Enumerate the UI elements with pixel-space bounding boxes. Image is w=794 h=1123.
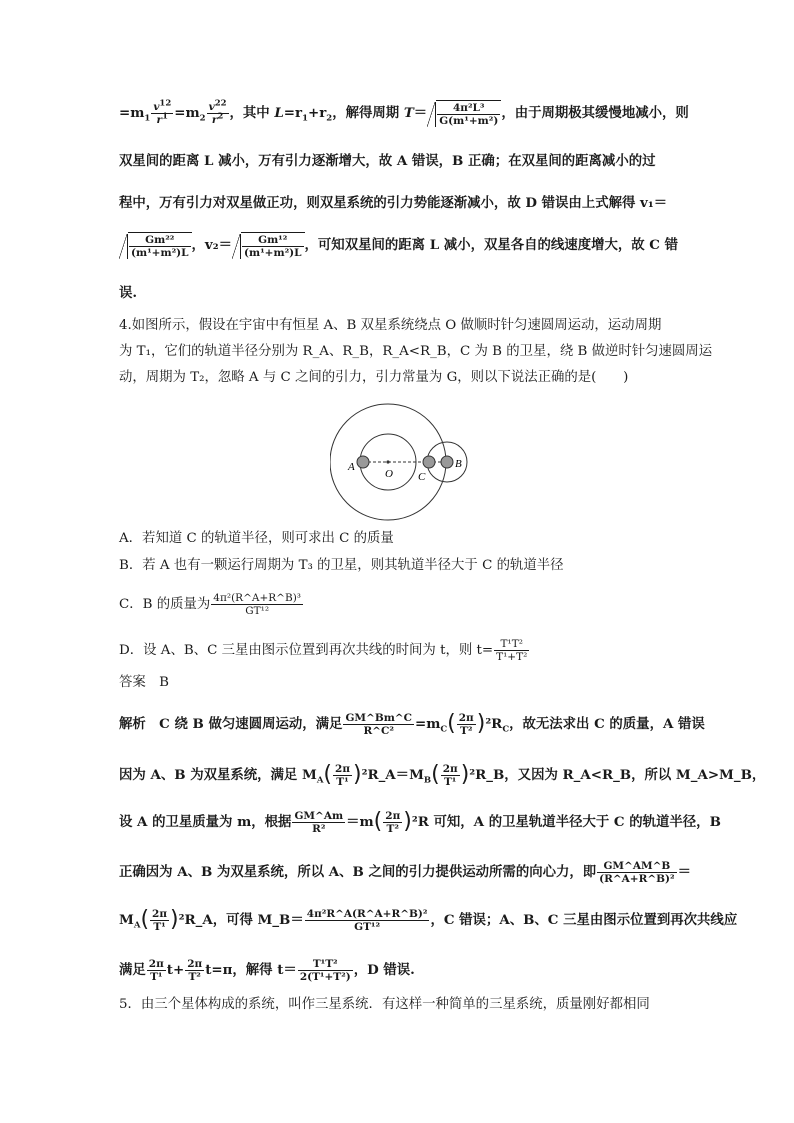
question-5-stem-1: 5．由三个星体构成的系统，叫作三星系统．有这样一种简单的三星系统，质量刚好都相同: [119, 997, 650, 1012]
question-4-stem-1: 4.如图所示，假设在宇宙中有恒星 A、B 双星系统绕点 O 做顺时针匀速圆周运动，运动周期: [119, 318, 662, 333]
option-d: D．设 A、B、C 三星由图示位置到再次共线的时间为 t，则 t= $\frac{\text{T¹T²}}{\text{T¹+T²}}$: [119, 638, 528, 663]
analysis-line-6: 满足 $\frac{2\pi}{\text{T¹}}$ t+ $\frac{2\pi}{\text{T²}}$ t=π，解得 t＝ $\frac{\text{T¹T²}}{\text{2(T¹+T²)}}$ ，D 错误.: [119, 958, 415, 983]
fraction: $\frac{v^{12}}{r^1}$: [153, 98, 172, 126]
star-a: [357, 456, 369, 468]
label-a: A: [348, 461, 355, 473]
option-c: C．B 的质量为 $\frac{\text{4π²(R\textasciicircum{}A+R\textasciicircum{}B)³}}{\text{GT¹²}}$: [119, 592, 301, 617]
satellite-c: [423, 456, 435, 468]
analysis-line-3: 设 A 的卫星质量为 m，根据 $\frac{GM\^{}Am}{\text{R²}}$ ＝m( $\frac{2\pi}{\text{T²}}$ )²R 可知，A 的卫星轨道半径大于 C 的轨道半径，B: [119, 809, 721, 835]
star-b: [441, 456, 453, 468]
sqrt-expression: $\frac{\text{Gm²²}}{\text{(m¹+m²)L}}$: [119, 232, 192, 259]
center-o: [386, 460, 389, 463]
sqrt-expression: $\frac{\text{4π²L³}}{\text{G(m¹+m²)}}$: [427, 100, 501, 127]
fraction: $\frac{\text{T¹T²}}{\text{T¹+T²}}$: [496, 638, 528, 663]
question-4-stem-2: 为 T₁，它们的轨道半径分别为 R_A、R_B，R_A<R_B，C 为 B 的卫星，绕 B 做逆时针匀速圆周运: [119, 344, 713, 359]
analysis-line-1: 解析 C 绕 B 做匀速圆周运动，满足 $\frac{GM\^{}Bm\^{}C}{\text{R\textasciicircum{}C²}}$ $=m_C$( $\frac{2\pi}{\text{T²}}$ )$^2R_C$，故无法求出 C 的质量，A 错误: [119, 711, 705, 737]
solution-line-5: 误.: [119, 285, 138, 301]
analysis-line-4: 正确因为 A、B 为双星系统，所以 A、B 之间的引力提供运动所需的向心力，即 $\frac{GM\^{}AM\^{}B}{\text{(R\textasciicircum{}A+R\textasciicircum{}B)²}}$ ＝: [119, 860, 691, 885]
fraction: $\frac{v^{22}}{r^2}$: [208, 98, 227, 126]
solution-line-1: $=m_1$ $\frac{v^{12}}{r^1}$ $=m_2$ $\frac{v^{22}}{r^2}$ ，其中 $L=r_1+r_2$，解得周期 T＝ $\frac{\text{4π²L³}}{\text{G(m¹+m²)}}$ ，由于周期极其缓慢地减小，则: [119, 98, 689, 127]
label-c: C: [418, 471, 426, 483]
label-b: B: [455, 458, 462, 470]
analysis-line-5: $M_A$( $\frac{2\pi}{\text{T¹}}$ )²R_A，可得 M_B＝ $\frac{\text{4π²R\textasciicircum{}A(R\textasciicircum{}A+R\textasciicircum{}B)²}}{\text{GT¹²}}$ ，C 错误；A、B、C 三星由图示位置到再次共线应: [119, 907, 738, 933]
solution-line-4: $\frac{\text{Gm²²}}{\text{(m¹+m²)L}}$ ，v₂＝ $\frac{\text{Gm¹²}}{\text{(m¹+m²)L}}$ ，可知双星间的距离 L 减小，双星各自的线速度增大，故 C 错: [119, 232, 678, 259]
sqrt-expression: $\frac{\text{Gm¹²}}{\text{(m¹+m²)L}}$: [232, 232, 305, 259]
option-b: B．若 A 也有一颗运行周期为 T₃ 的卫星，则其轨道半径大于 C 的轨道半径: [119, 558, 564, 573]
question-4-stem-3: 动，周期为 T₂，忽略 A 与 C 之间的引力，引力常量为 G，则以下说法正确的是( ): [119, 370, 629, 385]
fraction: $\frac{\text{4π²(R\textasciicircum{}A+R\textasciicircum{}B)³}}{\text{GT¹²}}$: [213, 592, 301, 617]
solution-line-2: 双星间的距离 L 减小，万有引力逐渐增大，故 A 错误，B 正确；在双星间的距离减小的过: [119, 153, 656, 169]
label-o: O: [385, 468, 393, 480]
orbit-diagram: [330, 400, 470, 525]
analysis-line-2: 因为 A、B 为双星系统，满足 $M_A$( $\frac{2\pi}{\text{T¹}}$ )$^2R\_A=M_B$( $\frac{2\pi}{\text{T¹}}$ )²R_B，又因为 R_A<R_B，所以 M_A>M_B，: [119, 762, 766, 788]
option-a: A．若知道 C 的轨道半径，则可求出 C 的质量: [119, 531, 394, 546]
solution-line-3: 程中，万有引力对双星做正功，则双星系统的引力势能逐渐减小，故 D 错误由上式解得 v₁＝: [119, 195, 668, 211]
answer-line: 答案 B: [119, 675, 170, 690]
